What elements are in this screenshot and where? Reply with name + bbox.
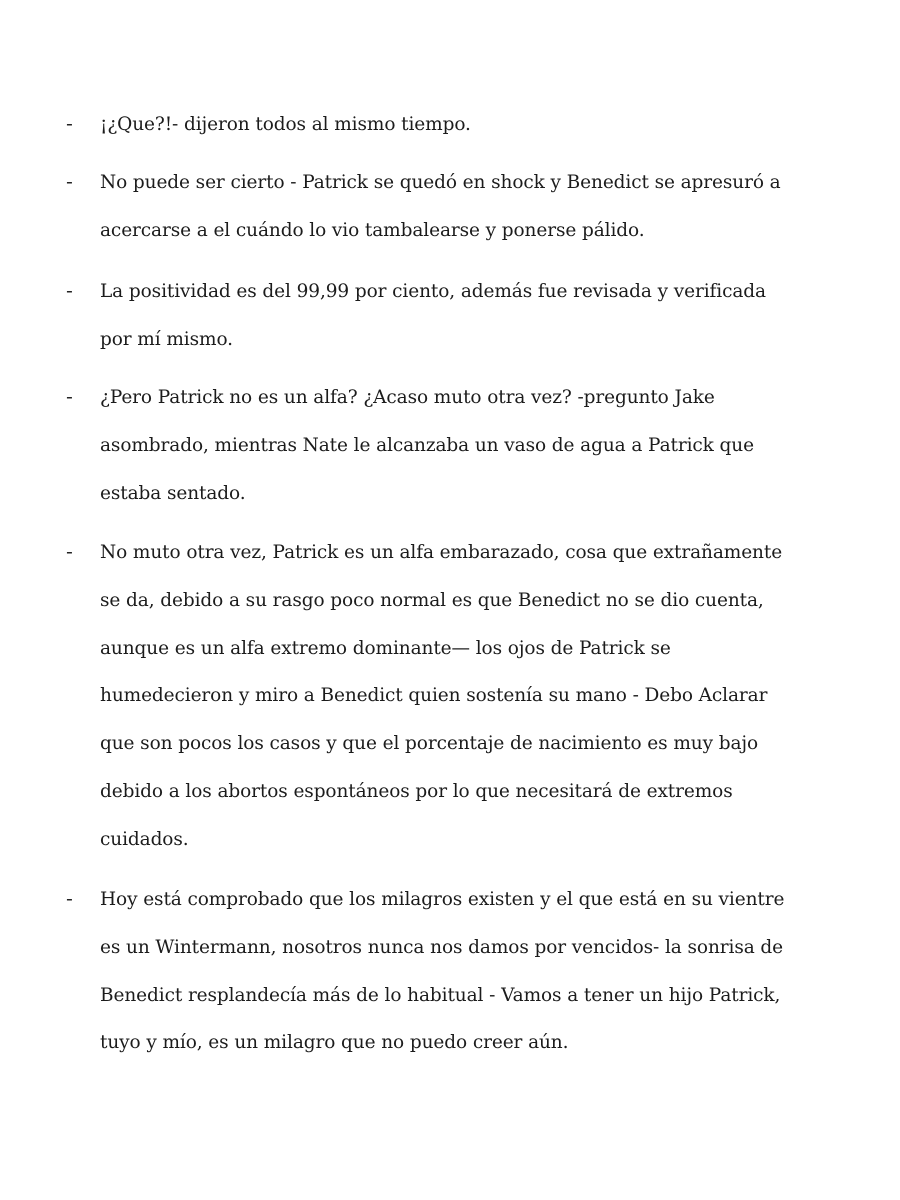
dialogue-text: No puede ser cierto - Patrick se quedó en shock y Benedict se apresuró a acercarse a el cuándo lo vio tambalearse y ponerse pálido. [100,172,781,241]
dialogue-dash: - [66,888,73,910]
dialogue-dash: - [66,171,73,193]
dialogue-text: ¿Pero Patrick no es un alfa? ¿Acaso muto otra vez? -pregunto Jake asombrado, mientras Nate le alcanzaba un vaso de agua a Patrick que estaba sentado. [100,387,754,504]
dialogue-dash: - [66,113,73,135]
dialogue-text: Hoy está comprobado que los milagros existen y el que está en su vientre es un Wintermann, nosotros nunca nos damos por vencidos- la sonrisa de Benedict resplandecía más de lo habitual - Vamos a tener un hijo Patrick, tuyo y mío, es un milagro que no puedo creer aún. [100,889,785,1054]
dialogue-text: La positividad es del 99,99 por ciento, además fue revisada y verificada por mí mismo. [100,281,766,350]
dialogue-dash: - [66,386,73,408]
dialogue-dash: - [66,280,73,302]
dialogue-text: No muto otra vez, Patrick es un alfa embarazado, cosa que extrañamente se da, debido a su rasgo poco normal es que Benedict no se dio cuenta, aunque es un alfa extremo dominante— los ojos de Patrick se humedecieron y miro a Benedict quien sostenía su mano - Debo Aclarar que son pocos los casos y que el porcentaje de nacimiento es muy bajo debido a los abortos espontáneos por lo que necesitará de extremos cuidados. [100,542,783,850]
dialogue-text: ¡¿Que?!- dijeron todos al mismo tiempo. [100,114,471,135]
dialogue-dash: - [66,541,73,563]
